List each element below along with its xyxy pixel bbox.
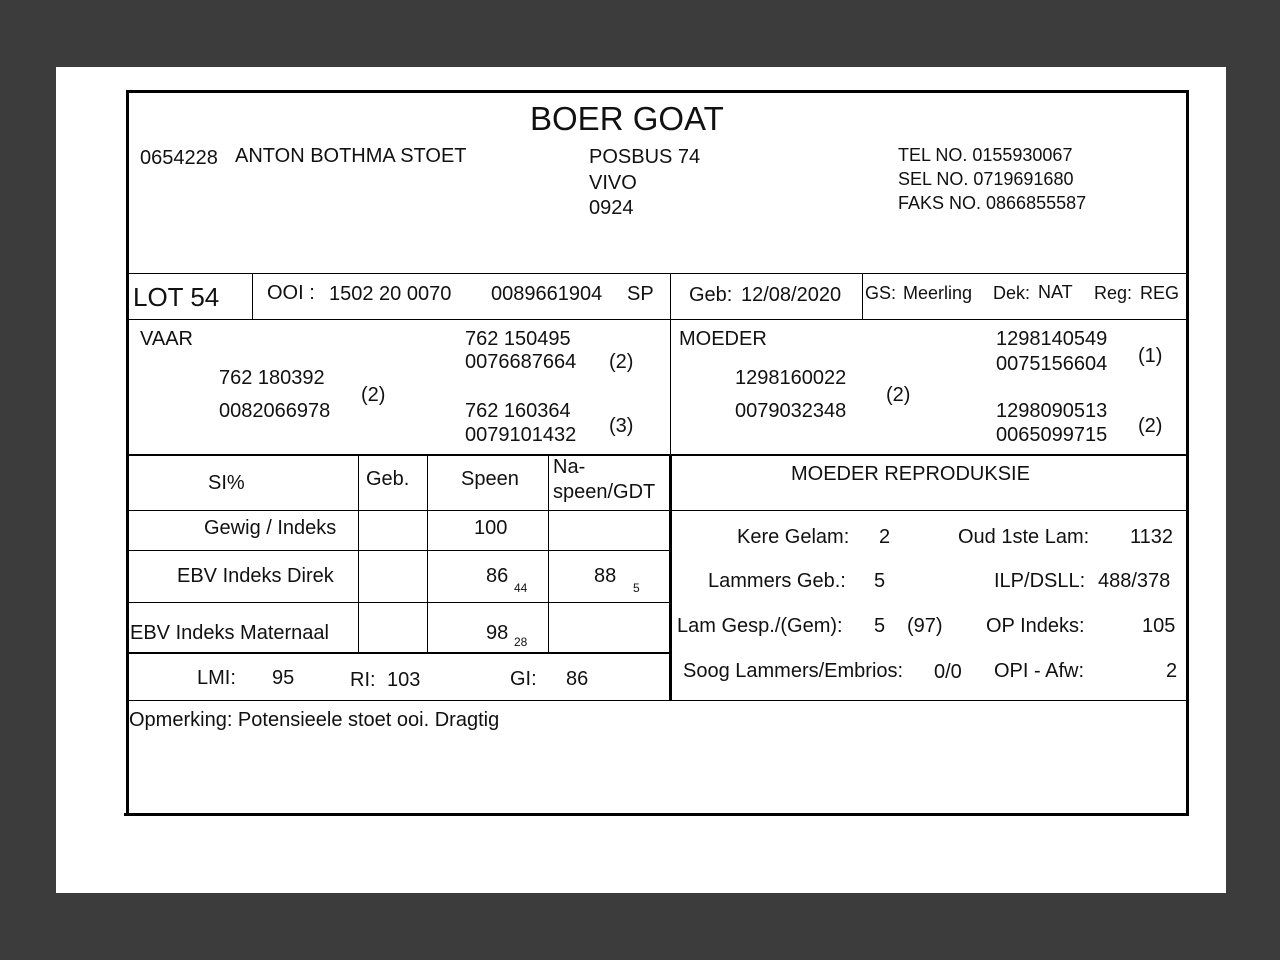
ooi-id: 1502 20 0070 bbox=[329, 283, 452, 305]
row-label-ebv-maternaal: EBV Indeks Maternaal bbox=[130, 622, 329, 644]
moeder-sire-id-1: 1298140549 bbox=[996, 328, 1108, 350]
address-line-3: 0924 bbox=[589, 197, 634, 219]
document-title: BOER GOAT bbox=[530, 100, 724, 137]
row-direk-naspeen: 88 bbox=[594, 565, 617, 587]
si-col-line-4 bbox=[669, 456, 672, 701]
row-direk-speen: 86 bbox=[486, 565, 509, 587]
vaar-label: VAAR bbox=[140, 328, 193, 350]
reproduksie-header: MOEDER REPRODUKSIE bbox=[791, 463, 1030, 485]
gs-label: GS: bbox=[865, 283, 897, 303]
row-gewig-speen: 100 bbox=[474, 517, 508, 539]
lammers-label: Lammers Geb.: bbox=[708, 570, 846, 592]
reg-label: Reg: bbox=[1094, 283, 1133, 303]
moeder-id-1: 1298160022 bbox=[735, 367, 847, 389]
moeder-dam-grade: (2) bbox=[1138, 415, 1163, 437]
lmi-label: LMI: bbox=[197, 667, 236, 689]
moeder-dam-id-2: 0065099715 bbox=[996, 424, 1108, 446]
border-right bbox=[1186, 90, 1189, 816]
soog-value: 0/0 bbox=[934, 661, 962, 683]
vaar-id-1: 762 180392 bbox=[219, 367, 325, 389]
moeder-grade: (2) bbox=[886, 384, 911, 406]
kere-label: Kere Gelam: bbox=[737, 526, 850, 548]
moeder-sire-grade: (1) bbox=[1138, 345, 1163, 367]
op-label: OP Indeks: bbox=[986, 615, 1085, 637]
si-col-line-2 bbox=[427, 456, 428, 653]
gs-value: Meerling bbox=[903, 283, 973, 303]
pedigree-bottom-line bbox=[126, 454, 1188, 456]
geb-label: Geb: bbox=[689, 284, 733, 306]
soog-label: Soog Lammers/Embrios: bbox=[683, 660, 904, 682]
naspeen-header-1: Na- bbox=[553, 456, 586, 478]
kere-value: 2 bbox=[879, 526, 891, 548]
indices-bottom-line bbox=[126, 700, 1188, 701]
ri-value: 103 bbox=[387, 669, 421, 691]
moeder-dam-id-1: 1298090513 bbox=[996, 400, 1108, 422]
gesp-value: 5 bbox=[874, 615, 886, 637]
gesp-gem: (97) bbox=[907, 615, 943, 637]
breeder-number: 0654228 bbox=[140, 147, 218, 169]
moeder-id-2: 0079032348 bbox=[735, 400, 847, 422]
si-col-line-1 bbox=[358, 456, 359, 653]
lot-divider-3 bbox=[862, 273, 863, 319]
tel-number: TEL NO. 0155930067 bbox=[898, 145, 1073, 165]
lot-row-top-line bbox=[126, 273, 1188, 274]
vaar-dam-grade: (3) bbox=[609, 415, 634, 437]
vaar-sire-id-1: 762 150495 bbox=[465, 328, 571, 350]
dek-value: NAT bbox=[1038, 282, 1073, 302]
geb-header: Geb. bbox=[366, 468, 410, 490]
si-row-line-3 bbox=[126, 602, 670, 603]
opi-label: OPI - Afw: bbox=[994, 660, 1085, 682]
lmi-value: 95 bbox=[272, 667, 295, 689]
vaar-dam-id-2: 0079101432 bbox=[465, 424, 577, 446]
opi-value: 2 bbox=[1166, 660, 1178, 682]
row-direk-speen-sub: 44 bbox=[514, 581, 528, 595]
opmerking-remark: Opmerking: Potensieele stoet ooi. Dragtig bbox=[129, 709, 500, 731]
pedigree-divider bbox=[670, 319, 671, 454]
lot-number: LOT 54 bbox=[133, 282, 220, 312]
gesp-label: Lam Gesp./(Gem): bbox=[677, 615, 843, 637]
dek-label: Dek: bbox=[993, 283, 1031, 303]
faks-number: FAKS NO. 0866855587 bbox=[898, 193, 1087, 213]
ilp-value: 488/378 bbox=[1098, 570, 1171, 592]
row-direk-naspeen-sub: 5 bbox=[633, 581, 640, 595]
row-maternaal-speen: 98 bbox=[486, 622, 509, 644]
vaar-sire-grade: (2) bbox=[609, 351, 634, 373]
border-left bbox=[126, 90, 129, 816]
ooi-label: OOI : bbox=[267, 282, 315, 304]
row-maternaal-speen-sub: 28 bbox=[514, 635, 528, 649]
op-value: 105 bbox=[1142, 615, 1176, 637]
gi-value: 86 bbox=[566, 668, 589, 690]
vaar-id-2: 0082066978 bbox=[219, 400, 331, 422]
gi-label: GI: bbox=[510, 668, 537, 690]
lot-divider-1 bbox=[252, 273, 253, 319]
ri-label: RI: bbox=[350, 669, 376, 691]
moeder-sire-id-2: 0075156604 bbox=[996, 353, 1108, 375]
lammers-value: 5 bbox=[874, 570, 886, 592]
lot-divider-2 bbox=[670, 273, 671, 319]
border-top bbox=[126, 90, 1189, 93]
geb-date: 12/08/2020 bbox=[741, 284, 842, 306]
ooi-code: SP bbox=[627, 283, 654, 305]
naspeen-header-2: speen/GDT bbox=[553, 481, 656, 503]
reg-value: REG bbox=[1140, 283, 1180, 303]
sel-number: SEL NO. 0719691680 bbox=[898, 169, 1074, 189]
breeder-name: ANTON BOTHMA STOET bbox=[235, 145, 467, 167]
row-label-gewig: Gewig / Indeks bbox=[204, 517, 337, 539]
si-row-line-1 bbox=[126, 510, 1188, 511]
border-bottom bbox=[124, 813, 1189, 816]
address-line-2: VIVO bbox=[589, 172, 637, 194]
oud-label: Oud 1ste Lam: bbox=[958, 526, 1090, 548]
speen-header: Speen bbox=[461, 468, 519, 490]
si-header: SI% bbox=[208, 472, 245, 494]
ilp-label: ILP/DSLL: bbox=[994, 570, 1086, 592]
row-label-ebv-direk: EBV Indeks Direk bbox=[177, 565, 334, 587]
ooi-number: 0089661904 bbox=[491, 283, 603, 305]
si-row-line-2 bbox=[126, 550, 670, 551]
oud-value: 1132 bbox=[1130, 526, 1174, 548]
vaar-sire-id-2: 0076687664 bbox=[465, 351, 577, 373]
address-line-1: POSBUS 74 bbox=[589, 146, 701, 168]
vaar-dam-id-1: 762 160364 bbox=[465, 400, 571, 422]
lot-row-bottom-line bbox=[126, 319, 1188, 320]
si-col-line-3 bbox=[548, 456, 549, 653]
si-row-line-4 bbox=[126, 652, 671, 654]
moeder-label: MOEDER bbox=[679, 328, 767, 350]
vaar-grade: (2) bbox=[361, 384, 386, 406]
